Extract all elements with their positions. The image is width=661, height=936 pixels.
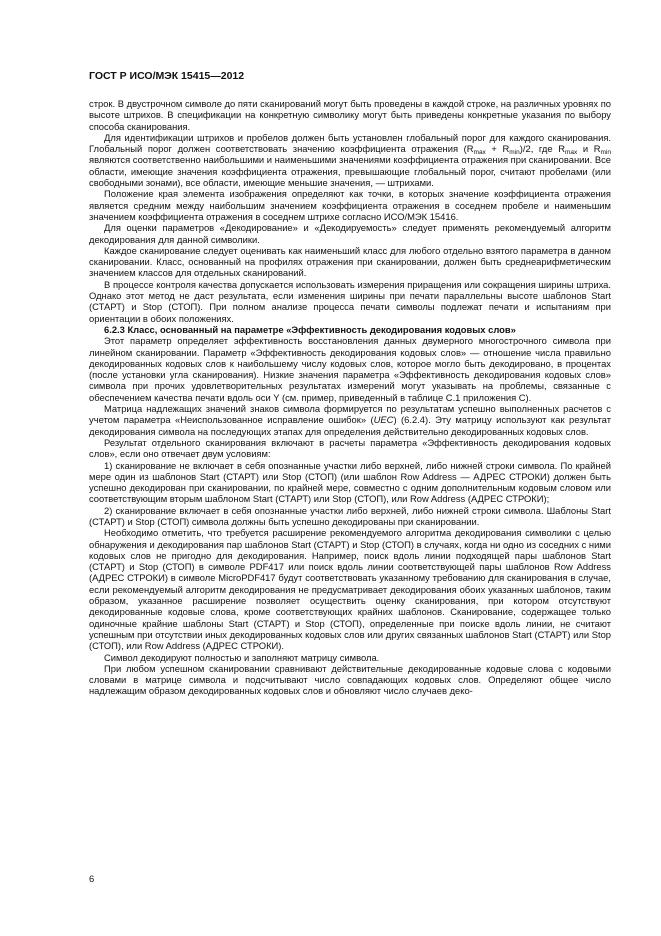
page-number: 6 <box>89 873 95 884</box>
paragraph-bar-width-gain: В процессе контроля качества допускается использовать измерения приращения или сокращения ширины штриха. Однако этот метод не даст результата, если изменения ширины при печати параллельны высоте шаблонов Start (СТАРТ) и Stop (СТОП). При полном анализе процесса печати символы подлежат печати и испытаниям при ориентации в обоих положениях. <box>89 278 611 324</box>
paragraph-continuation: строк. В двустрочном символе до пяти сканирований могут быть проведены в каждой строке, на различных уровнях по высоте штрихов. В спецификации на конкретную символику могут быть приведены конкретные указания по выбору способа сканирования. <box>89 98 611 132</box>
paragraph-codeword-yield: Этот параметр определяет эффективность восстановления данных двумерного многострочного символа при линейном сканировании. Параметр «Эффективность декодирования кодовых слов» — отношение числа правильно декодированных кодовых слов к наибольшему числу кодовых слов, которое могло быть декодировано, в процентах (после установки угла сканирования). Низкие значения параметра «Эффективность декодирования кодовых слов» символа при прочих удовлетворительных результатах измерений могут указывать на проблемы, связанные с обеспечением качества печати вдоль оси Y (см. пример, приведенный в таблице С.1 приложения С). <box>89 335 611 403</box>
paragraph-decode-fully: Символ декодируют полностью и заполняют матрицу символа. <box>104 651 380 663</box>
list-item-condition-1: 1) сканирование не включает в себя опознанные участки либо верхней, либо нижней строки символа. По крайней мере один из шаблонов Start (СТАРТ) или Stop (СТОП) (или шаблон Row Address — АДРЕС СТРОКИ) должен быть успешно декодирован при сканировании, по крайней мере, совместно с одним дополнительным кодовым словом или соответствующим вторым шаблоном Start (СТАРТ) или Stop (СТОП), или Row Address (АДРЕС СТРОКИ); <box>89 459 611 505</box>
paragraph-compare-codewords: При любом успешном сканировании сравнивают действительные декодированные кодовые слова с кодовыми словами в матрице символа и подсчитывают число совпадающих кодовых слов. Определяют общее число надлежащим образом декодированных кодовых слов и обновляют число случаев деко- <box>89 662 611 697</box>
paragraph-global-threshold: Для идентификации штрихов и пробелов должен быть установлен глобальный порог для каждого сканирования. Глобальный порог должен соответствовать значению коэффициента отражения $(R_{max} + R_{min})/2$, где $R_{max}$ и $R_{min}$ являются соответственно наибольшими и наименьшими значениями коэффициента отражения при сканировании. Все области, имеющие значения коэффициента отражения, превышающие глобальный порог, считают пробелами (или свободными зонами), все области, имеющие меньшие значения, — штрихами. <box>89 131 611 189</box>
page-header: ГОСТ Р ИСО/МЭК 15415—2012 <box>89 70 245 82</box>
paragraph-edge-position: Положение края элемента изображения определяют как точки, в которых значение коэффициента отражения является средним между наибольшим значением коэффициента отражения в соседнем пробеле и наименьшим значением коэффициента отражения в соседнем штрихе согласно ИСО/МЭК 15416. <box>89 188 611 222</box>
paragraph-conditions-intro: Результат отдельного сканирования включают в расчеты параметра «Эффективность декодирования кодовых слов», если оно отвечает двум условиям: <box>89 436 611 460</box>
paragraph-algorithm-extension: Необходимо отметить, что требуется расширение рекомендуемого алгоритма декодирования символики с целью обнаружения и декодирования пар шаблонов Start (СТАРТ) и Stop (СТОП) в случаях, когда ни одно из соседних с ними кодовых слов не пригодно для декодирования. Например, поиск вдоль линии подходящей пары шаблонов Start (СТАРТ) и Stop (СТОП) в символе PDF417 или поиск вдоль линии соответствующей пары шаблонов Row Address (АДРЕС СТРОКИ) в символе MicroPDF417 будут соответствовать указанному требованию для сканирования в случае, если рекомендуемый алгоритм декодирования не предусматривает декодирования обоих указанных шаблонов, таким образом, указанное расширение позволяет осуществить оценку сканирования, при котором отсутствуют декодированные кодовые слова, кроме соответствующих крайних шаблонов. Сканирование, содержащее только одиночные крайние шаблоны Start (СТАРТ) и Stop (СТОП), определенные при поиске вдоль линии, не считают успешным при отсутствии иных декодированных кодовых слов или других связанных шаблонов Start (СТАРТ) или Stop (СТОП), или Row Address (АДРЕС СТРОКИ). <box>89 527 611 652</box>
paragraph-decoding-algorithm: Для оценки параметров «Декодирование» и «Декодируемость» следует применять рекомендуемый алгоритм декодирования для данной символики. <box>89 222 611 245</box>
paragraph-symbol-matrix: Матрица надлежащих значений знаков символа формируется по результатам успешно выполненных расчетов с учетом параметра «Неиспользованное исправление ошибок» (UEC) (6.2.4). Эту матрицу используют как результат декодирования символа на последующих этапах для определения действительно декодированных кодовых слов. <box>89 403 611 437</box>
section-heading-6-2-3: 6.2.3 Класс, основанный на параметре «Эффективность декодирования кодовых слов» <box>104 323 516 335</box>
paragraph-scan-grade: Каждое сканирование следует оценивать как наименьший класс для любого отдельно взятого параметра в данном сканировании. Класс, основанный на профилях отражения при сканировании, должен быть среднеарифметическим значением классов для отдельных сканирований. <box>89 244 611 279</box>
list-item-condition-2: 2) сканирование включает в себя опознанные участки либо верхней, либо нижней строки символа. Шаблоны Start (СТАРТ) и Stop (СТОП) символа должны быть успешно декодированы при сканировании. <box>89 504 611 527</box>
